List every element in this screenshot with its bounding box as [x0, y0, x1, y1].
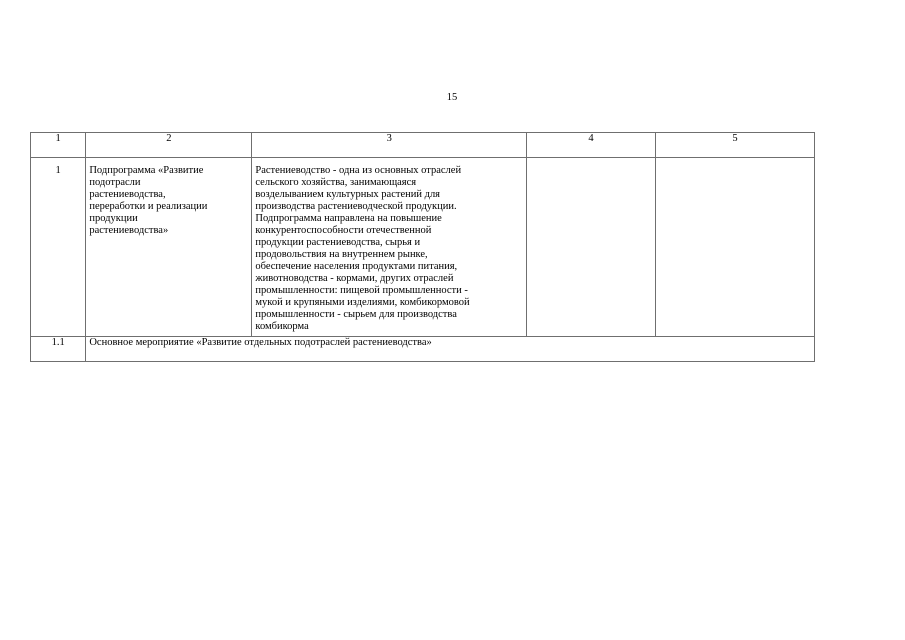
subprogram-name-cell: [86, 158, 252, 337]
program-table: [30, 132, 815, 362]
table-header-row: [31, 133, 815, 158]
cell-col-5: [655, 158, 814, 337]
table-row: [31, 337, 815, 362]
description-line: производства растениеводческой продукции.: [255, 201, 457, 212]
description-line: продовольствия на внутреннем рынке,: [255, 249, 428, 260]
description-line: конкурентоспособности отечественной: [255, 225, 432, 236]
description-line: возделыванием культурных растений для: [255, 189, 441, 200]
description-line: промышленности - сырьем для производства: [255, 309, 457, 320]
description-line: продукции растениеводства, сырья и: [255, 237, 421, 248]
header-col-3: 3: [252, 133, 527, 158]
row-number: 1.1: [31, 337, 86, 362]
main-activity-title: Основное мероприятие «Развитие отдельных подотраслей растениеводства»: [86, 337, 815, 362]
header-col-2: 2: [86, 133, 252, 158]
header-col-4: 4: [527, 133, 656, 158]
subprogram-description-cell: [252, 158, 527, 337]
subprogram-name-line: растениеводства»: [89, 225, 169, 236]
subprogram-name-line: растениеводства,: [89, 189, 166, 200]
row-number: 1: [31, 158, 86, 337]
cell-col-4: [527, 158, 656, 337]
description-line: промышленности: пищевой промышленности -: [255, 285, 468, 296]
page-number: 15: [446, 92, 458, 103]
subprogram-name-line: продукции: [89, 213, 138, 224]
description-line: животноводства - кормами, других отраслей: [255, 273, 454, 284]
description-line: обеспечение населения продуктами питания,: [255, 261, 458, 272]
description-line: Растениеводство - одна из основных отраслей: [255, 165, 462, 176]
description-line: Подпрограмма направлена на повышение: [255, 213, 442, 224]
description-line: мукой и крупяными изделиями, комбикормовой: [255, 297, 470, 308]
header-col-1: 1: [31, 133, 86, 158]
description-line: комбикорма: [255, 321, 309, 332]
subprogram-name-line: подотрасли: [89, 177, 141, 188]
subprogram-name-line: переработки и реализации: [89, 201, 208, 212]
description-line: сельского хозяйства, занимающаяся: [255, 177, 417, 188]
subprogram-name-line: Подпрограмма «Развитие: [89, 165, 204, 176]
table-row: [31, 158, 815, 337]
header-col-5: 5: [655, 133, 814, 158]
